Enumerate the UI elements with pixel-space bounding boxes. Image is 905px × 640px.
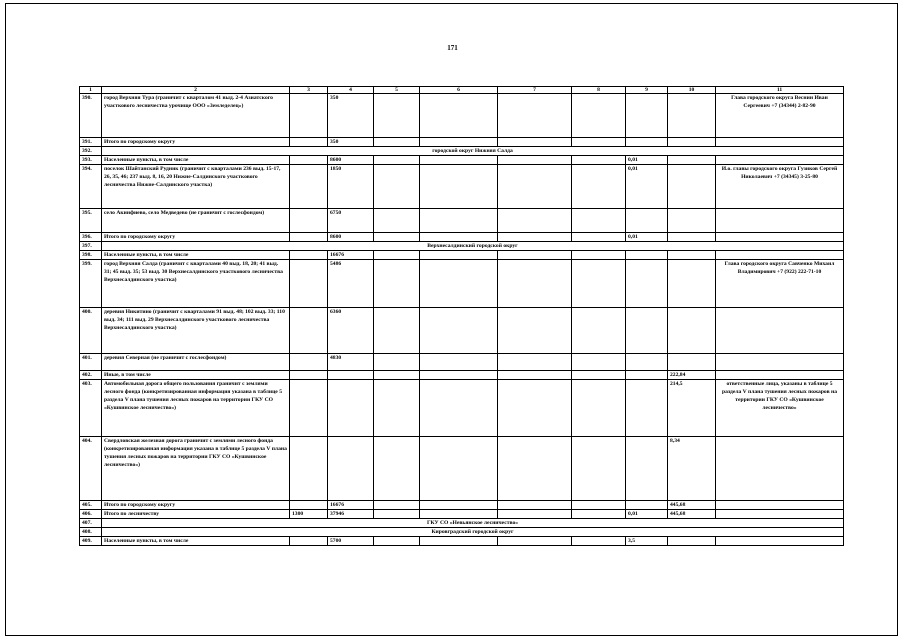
table-cell (572, 260, 626, 308)
table-cell (420, 209, 498, 233)
row-detail: (граничит с кварталами 236 выд. 15-17, 26, 35, 46; 237 выд. 8, 16, 20 Нижне-Салдинского участкового лесничества Нижне-Салдинского участка) (104, 166, 281, 188)
table-cell (290, 251, 328, 260)
column-header: 1 (80, 87, 102, 94)
column-header: 5 (374, 87, 420, 94)
row-name: город Верхняя Салда (104, 261, 158, 267)
row-detail: (граничит с кварталами 40 выд. 18, 20; 41 выд. 31; 45 выд. 35; 53 выд. 30 Верхнесалдинского участкового лесничества Верхнесалдинского участка) (104, 261, 283, 283)
table-row (80, 156, 844, 165)
table-cell: 222,84 (668, 371, 716, 380)
table-cell (572, 94, 626, 138)
table-cell (498, 156, 572, 165)
table-cell (572, 165, 626, 209)
column-header: 2 (102, 87, 290, 94)
row-name: Автомобильная дорога общего пользования граничит с землями лесного фонда (104, 381, 268, 395)
row-description-cell (102, 209, 290, 233)
table-cell (498, 354, 572, 371)
table-cell (328, 380, 374, 437)
table-cell (498, 251, 572, 260)
table-cell (668, 537, 716, 546)
page-number: 171 (447, 44, 458, 52)
table-cell: 5486 (328, 260, 374, 308)
table-cell (626, 354, 668, 371)
table-row (80, 94, 844, 138)
row-name: Населенные пункты, в том числе (104, 157, 189, 163)
table-cell: Кировградский городской округ (102, 528, 844, 537)
table-cell: 6750 (328, 209, 374, 233)
table-cell (626, 501, 668, 510)
table-cell: 400. (80, 308, 102, 354)
table-cell: Глава городского округа Савченко Михаил Владимирович +7 (922) 222-71-10 (716, 260, 844, 308)
column-header: 6 (420, 87, 498, 94)
table-cell (572, 354, 626, 371)
table-cell (668, 94, 716, 138)
table-cell: 0,01 (626, 156, 668, 165)
table-cell (626, 209, 668, 233)
table-cell: 1300 (290, 510, 328, 519)
table-cell (716, 233, 844, 242)
table-cell (626, 371, 668, 380)
table-cell (420, 354, 498, 371)
table-cell (374, 233, 420, 242)
table-cell (626, 308, 668, 354)
table-cell (374, 537, 420, 546)
table-cell (374, 371, 420, 380)
row-description-cell (102, 380, 290, 437)
table-cell (290, 371, 328, 380)
table-cell (374, 380, 420, 437)
row-detail: (не граничит с гослесфондом) (188, 210, 265, 216)
table-cell: 214,5 (668, 380, 716, 437)
table-cell (668, 354, 716, 371)
row-description-cell (102, 156, 290, 165)
table-cell (668, 251, 716, 260)
table-cell (572, 138, 626, 147)
table-cell (374, 94, 420, 138)
row-description-cell (102, 437, 290, 501)
table-cell (420, 501, 498, 510)
table-cell: 37946 (328, 510, 374, 519)
table-cell (572, 251, 626, 260)
table-row (80, 138, 844, 147)
row-description-cell (102, 308, 290, 354)
table-cell (420, 537, 498, 546)
table-cell: Верхнесалдинский городской округ (102, 242, 844, 251)
table-cell (498, 165, 572, 209)
table-cell (290, 354, 328, 371)
table-cell: 5700 (328, 537, 374, 546)
table-cell (290, 437, 328, 501)
row-name: Итого по городскому округу (104, 502, 176, 508)
table-cell: 405. (80, 501, 102, 510)
table-cell: 16676 (328, 501, 374, 510)
row-name: Свердловская железная дорога граничит с землями лесного фонда (104, 438, 273, 444)
table-cell: 0,01 (626, 233, 668, 242)
table-cell (716, 138, 844, 147)
table-cell: 0,01 (626, 510, 668, 519)
table-cell: 392. (80, 147, 102, 156)
table-cell (420, 437, 498, 501)
row-description-cell (102, 354, 290, 371)
table-cell (374, 138, 420, 147)
table-cell (572, 510, 626, 519)
column-header: 3 (290, 87, 328, 94)
table-cell: 403. (80, 380, 102, 437)
table-cell (420, 138, 498, 147)
row-name: село Акинфиево, село Медведево (104, 210, 188, 216)
data-table (79, 86, 844, 546)
table-cell (498, 94, 572, 138)
table-cell (420, 251, 498, 260)
table-cell: 390. (80, 94, 102, 138)
table-cell: 398. (80, 251, 102, 260)
table-cell: 350 (328, 94, 374, 138)
table-cell (420, 380, 498, 437)
table-cell: 391. (80, 138, 102, 147)
table-cell (668, 308, 716, 354)
table-cell: 8600 (328, 233, 374, 242)
table-cell (572, 233, 626, 242)
column-header: 11 (716, 87, 844, 94)
table-cell: 8,34 (668, 437, 716, 501)
table-cell (626, 260, 668, 308)
table-cell (668, 138, 716, 147)
row-description-cell (102, 94, 290, 138)
table-cell (572, 209, 626, 233)
row-detail: (граничит с кварталами 91 выд. 48; 102 выд. 33; 110 выд. 34; 111 выд. 29 Верхнесалдинского участкового лесничества Верхнесалдинского участка) (104, 309, 285, 331)
row-description-cell (102, 501, 290, 510)
table-cell: ответственные лица, указаны в таблице 5 раздела V плана тушения лесных пожаров на территории ГКУ СО «Кушвинское лесничество» (716, 380, 844, 437)
table-cell (498, 233, 572, 242)
table-cell (498, 437, 572, 501)
table-cell: 445,68 (668, 501, 716, 510)
row-description-cell (102, 537, 290, 546)
table-cell (498, 138, 572, 147)
column-header: 4 (328, 87, 374, 94)
table-cell (420, 510, 498, 519)
table-cell (374, 354, 420, 371)
table-row (80, 437, 844, 501)
table-cell: 445,68 (668, 510, 716, 519)
table-cell (626, 138, 668, 147)
table-row (80, 371, 844, 380)
row-name: Иные, в том числе (104, 372, 151, 378)
table-cell (420, 94, 498, 138)
table-cell: 350 (328, 138, 374, 147)
table-cell: Глава городского округа Веснин Иван Сергеевич +7 (34344) 2-82-90 (716, 94, 844, 138)
table-cell: 0,01 (626, 165, 668, 209)
column-header-row (80, 87, 844, 94)
table-cell (420, 165, 498, 209)
table-cell (374, 165, 420, 209)
table-cell (498, 308, 572, 354)
table-row (80, 354, 844, 371)
table-cell (572, 308, 626, 354)
table-cell (498, 501, 572, 510)
table-row (80, 209, 844, 233)
table-cell (716, 354, 844, 371)
row-name: Населенные пункты, в том числе (104, 252, 189, 258)
table-cell: 399. (80, 260, 102, 308)
row-name: деревня Никитино (104, 309, 152, 315)
table-row (80, 251, 844, 260)
table-row (80, 510, 844, 519)
table-cell: 3,5 (626, 537, 668, 546)
table-row (80, 260, 844, 308)
table-cell (290, 165, 328, 209)
table-cell (498, 510, 572, 519)
table-cell (374, 437, 420, 501)
table-cell (374, 308, 420, 354)
table-cell (290, 94, 328, 138)
table-row (80, 233, 844, 242)
table-cell (716, 437, 844, 501)
table-cell (498, 380, 572, 437)
table-cell (626, 94, 668, 138)
table-cell: городской округ Нижняя Салда (102, 147, 844, 156)
row-detail: (граничит с кварталом 41 выд. 2-4 Азиатского участкового лесничества урочище ООО «Земледелец») (104, 95, 273, 109)
table-row (80, 147, 844, 156)
table-cell (668, 209, 716, 233)
table-row (80, 519, 844, 528)
table-cell (716, 510, 844, 519)
table-row (80, 242, 844, 251)
column-header: 9 (626, 87, 668, 94)
table-cell: 16676 (328, 251, 374, 260)
table-cell: 406. (80, 510, 102, 519)
table-cell: 408. (80, 528, 102, 537)
table-cell (374, 501, 420, 510)
table-cell (572, 537, 626, 546)
table-cell (374, 260, 420, 308)
table-cell (420, 371, 498, 380)
table-cell (290, 209, 328, 233)
row-description-cell (102, 138, 290, 147)
table-cell: 8600 (328, 156, 374, 165)
table-row (80, 501, 844, 510)
row-detail: (конкретизированная информация указана в таблице 5 раздела V плана тушения лесных пожаров на территории ГКУ СО «Кушвинское лесничество») (104, 446, 287, 468)
table-cell (716, 501, 844, 510)
table-cell (716, 209, 844, 233)
row-detail: (конкретизированная информация указана в таблице 5 раздела V плана тушения лесных пожаров на территории ГКУ СО «Кушвинское лесничество») (104, 389, 282, 411)
table-cell (290, 501, 328, 510)
table-cell: 394. (80, 165, 102, 209)
table-cell (290, 233, 328, 242)
table-cell (374, 510, 420, 519)
table-cell: И.о. главы городского округа Гузиков Сергей Николаевич +7 (34345) 3-25-80 (716, 165, 844, 209)
table-cell (498, 371, 572, 380)
row-name: город Верхняя Тура (104, 95, 155, 101)
table-cell: 401. (80, 354, 102, 371)
table-cell (572, 156, 626, 165)
table-cell (716, 537, 844, 546)
table-cell: 396. (80, 233, 102, 242)
table-cell (420, 260, 498, 308)
table-cell (374, 251, 420, 260)
table-cell (290, 156, 328, 165)
table-cell: ГКУ СО «Невьянское лесничество» (102, 519, 844, 528)
table-cell: 6360 (328, 308, 374, 354)
row-description-cell (102, 251, 290, 260)
table-cell (716, 308, 844, 354)
table-cell (716, 156, 844, 165)
table-cell (420, 156, 498, 165)
table-cell (572, 501, 626, 510)
table-cell (668, 260, 716, 308)
table-cell (290, 260, 328, 308)
row-name: Итого по городскому округу (104, 234, 176, 240)
table-row (80, 308, 844, 354)
table-cell (498, 209, 572, 233)
table-cell: 4830 (328, 354, 374, 371)
row-description-cell (102, 260, 290, 308)
table-cell (498, 537, 572, 546)
column-header: 8 (572, 87, 626, 94)
table-cell (668, 233, 716, 242)
table-cell (668, 156, 716, 165)
row-name: Итого по лесничеству (104, 511, 160, 517)
row-name: Итого по городскому округу (104, 139, 176, 145)
table-cell (374, 156, 420, 165)
table-cell (420, 308, 498, 354)
row-name: деревня Северная (104, 355, 150, 361)
table-cell (626, 437, 668, 501)
table-cell (572, 380, 626, 437)
table-cell (290, 380, 328, 437)
table-cell: 393. (80, 156, 102, 165)
table-cell (572, 371, 626, 380)
row-name: Населенные пункты, в том числе (104, 538, 189, 544)
table-cell: 395. (80, 209, 102, 233)
table-row (80, 380, 844, 437)
row-name: поселок Шайтанский Рудник (104, 166, 179, 172)
table-cell (290, 138, 328, 147)
row-description-cell (102, 510, 290, 519)
table-cell (716, 251, 844, 260)
table-cell (626, 251, 668, 260)
table-row (80, 528, 844, 537)
table-cell (374, 209, 420, 233)
table-cell: 1850 (328, 165, 374, 209)
table-cell (626, 380, 668, 437)
table-cell (498, 260, 572, 308)
table-row (80, 165, 844, 209)
column-header: 7 (498, 87, 572, 94)
column-header: 10 (668, 87, 716, 94)
table-cell (572, 437, 626, 501)
table-cell (328, 371, 374, 380)
table-cell: 407. (80, 519, 102, 528)
table-cell: 397. (80, 242, 102, 251)
table-cell (290, 308, 328, 354)
table-cell (290, 537, 328, 546)
row-description-cell (102, 233, 290, 242)
table-cell (328, 437, 374, 501)
row-description-cell (102, 165, 290, 209)
table-cell (420, 233, 498, 242)
row-description-cell (102, 371, 290, 380)
table-row (80, 537, 844, 546)
table-cell: 404. (80, 437, 102, 501)
table-cell: 409. (80, 537, 102, 546)
table-cell (716, 371, 844, 380)
row-detail: (не граничит с гослесфондом) (151, 355, 227, 361)
table-cell (668, 165, 716, 209)
table-cell: 402. (80, 371, 102, 380)
